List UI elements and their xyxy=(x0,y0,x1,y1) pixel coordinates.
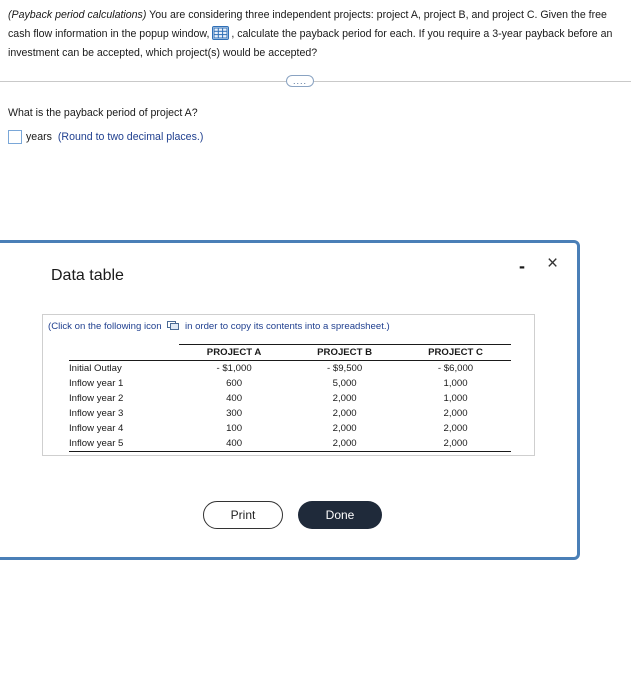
cell-project-b: 2,000 xyxy=(289,436,400,452)
cell-project-b: 5,000 xyxy=(332,378,357,389)
cell-project-a: 600 xyxy=(226,378,243,389)
answer-hint: (Round to two decimal places.) xyxy=(57,131,204,143)
cell-project-c: 1,000 xyxy=(443,378,468,389)
table-row xyxy=(69,421,511,436)
data-table-icon[interactable] xyxy=(212,26,229,40)
table-row xyxy=(69,391,511,406)
cell-project-c: 2,000 xyxy=(400,436,511,452)
done-button[interactable]: Done xyxy=(298,501,382,529)
table-row xyxy=(69,361,511,377)
row-label: Inflow year 5 xyxy=(69,436,179,452)
minimize-button[interactable]: - xyxy=(519,256,525,276)
cell-project-a: - $1,000 xyxy=(216,363,252,374)
table-row xyxy=(69,376,511,391)
table-row xyxy=(69,406,511,421)
copy-note-after: in order to copy its contents into a spreadsheet.) xyxy=(184,321,390,332)
row-label: Inflow year 1 xyxy=(69,378,124,389)
cell-project-b: 2,000 xyxy=(332,423,357,434)
data-table-container xyxy=(42,314,535,456)
close-button[interactable]: × xyxy=(547,253,559,274)
cell-project-a: 400 xyxy=(226,393,243,404)
header-project-b: PROJECT B xyxy=(289,345,400,361)
header-project-a: PROJECT A xyxy=(179,345,289,361)
question-text xyxy=(8,6,618,63)
header-project-c: PROJECT C xyxy=(400,345,511,361)
expand-more-button[interactable]: .... xyxy=(286,75,314,87)
question-body-part2: , calculate the payback period for each. If you require a 3-year payback before an investment can be accepted, which project(s) would be accepted? xyxy=(8,28,613,59)
row-label: Initial Outlay xyxy=(69,363,122,374)
table-row xyxy=(69,436,511,452)
cell-project-b: 2,000 xyxy=(332,393,357,404)
answer-row xyxy=(8,130,203,144)
question-lead: (Payback period calculations) xyxy=(8,9,147,21)
row-label: Inflow year 4 xyxy=(69,423,124,434)
cash-flow-table xyxy=(69,344,511,452)
cell-project-c: 2,000 xyxy=(443,408,468,419)
data-table-dialog xyxy=(0,240,580,560)
question-body-part1: You are considering three independent projects: project A, project B, and project C. Given the free cash flow information in the popup window, xyxy=(8,9,607,40)
cell-project-c: 2,000 xyxy=(443,423,468,434)
table-header-row xyxy=(69,345,511,361)
cell-project-b: - $9,500 xyxy=(327,363,363,374)
answer-unit: years xyxy=(26,131,52,143)
cell-project-a: 100 xyxy=(226,423,243,434)
dialog-title: Data table xyxy=(51,267,124,284)
cell-project-b: 2,000 xyxy=(332,408,357,419)
copy-note xyxy=(48,321,390,332)
sub-question: What is the payback period of project A? xyxy=(8,107,198,119)
print-button[interactable]: Print xyxy=(203,501,283,529)
cell-project-c: 1,000 xyxy=(443,393,468,404)
header-blank xyxy=(69,345,179,361)
section-divider xyxy=(0,81,631,82)
row-label: Inflow year 2 xyxy=(69,393,124,404)
cell-project-c: - $6,000 xyxy=(437,363,474,374)
cell-project-a: 300 xyxy=(226,408,243,419)
copy-to-spreadsheet-icon[interactable] xyxy=(167,321,179,330)
row-label: Inflow year 3 xyxy=(69,408,124,419)
cell-project-a: 400 xyxy=(179,436,289,452)
copy-note-before: (Click on the following icon xyxy=(48,321,162,332)
payback-answer-input[interactable] xyxy=(8,130,22,144)
